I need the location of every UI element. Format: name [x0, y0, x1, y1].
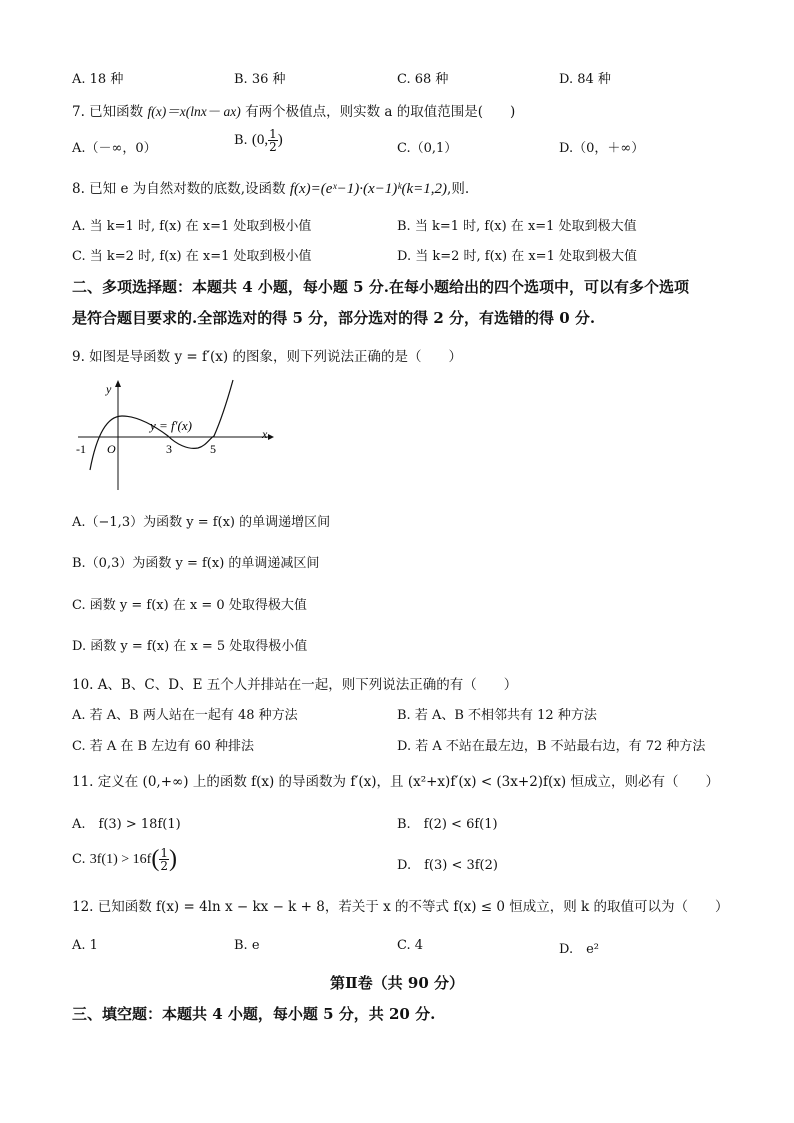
q7-option-b-open: (0, [251, 132, 269, 148]
q12-option-b: B. e [234, 938, 260, 953]
q6-option-a: A. 18 种 [72, 72, 124, 87]
y-axis-arrow [115, 380, 121, 387]
q12-option-c: C. 4 [397, 938, 424, 953]
q6-option-d: D. 84 种 [559, 72, 611, 87]
q9-option-d: D. 函数 y = f(x) 在 x = 5 处取得极小值 [72, 639, 308, 654]
q12-option-d: D. e² [559, 942, 599, 957]
q11-option-c-paren-open: ( [151, 846, 160, 872]
q10-option-a: A. 若 A、B 两人站在一起有 48 种方法 [72, 708, 298, 723]
q7-option-b [234, 128, 283, 153]
q11-option-c-num: 1 [160, 846, 168, 860]
tick-label-3: 3 [166, 442, 172, 456]
q8-option-b: B. 当 k=1 时, f(x) 在 x=1 处取到极大值 [397, 219, 637, 234]
q7-option-c: C.（0,1） [397, 141, 458, 156]
q11-option-c-paren-close: ) [168, 846, 177, 872]
q11-stem: 11. 定义在 (0,+∞) 上的函数 f(x) 的导函数为 f′(x)，且 (x²+x)f′(x) < (3x+2)f(x) 恒成立，则必有（ ） [72, 774, 719, 790]
q7-suffix: 有两个极值点，则实数 a 的取值范围是( ) [245, 104, 516, 120]
q8-stem [72, 177, 469, 198]
q6-option-c: C. 68 种 [397, 72, 449, 87]
q7-option-a: A.（－∞，0） [72, 141, 157, 156]
curve-label: y = f′(x) [150, 418, 192, 433]
q7-function: f(x)＝x(lnx－ ax) [147, 104, 241, 119]
q8-option-c: C. 当 k=2 时, f(x) 在 x=1 处取到极小值 [72, 249, 312, 264]
section2-line1: 二、多项选择题：本题共 4 小题，每小题 5 分.在每小题给出的四个选项中，可以有多个选项 [72, 278, 689, 296]
q8-suffix: ,则. [447, 181, 470, 197]
part2-title: 第Ⅱ卷（共 90 分） [330, 974, 464, 992]
q10-stem: 10. A、B、C、D、E 五个人并排站在一起，则下列说法正确的有（ ） [72, 677, 518, 693]
q8-option-a: A. 当 k=1 时, f(x) 在 x=1 处取到极小值 [72, 219, 312, 234]
q9-stem: 9. 如图是导函数 y = f′(x) 的图象，则下列说法正确的是（ ） [72, 349, 462, 365]
q7-option-b-fraction [268, 128, 278, 153]
y-axis-label: y [106, 382, 112, 396]
q7-option-b-close: ) [277, 132, 283, 148]
q8-function: f(x)=(eˣ−1)·(x−1)ᵏ(k=1,2) [289, 181, 448, 197]
q7-option-b-num: 1 [269, 127, 277, 141]
q11-option-a: A. f(3) > 18f(1) [72, 817, 181, 832]
q11-option-c [72, 846, 177, 873]
q7-option-d: D.（0，＋∞） [559, 141, 645, 156]
q12-option-a: A. 1 [72, 938, 98, 953]
q9-option-b: B.（0,3）为函数 y = f(x) 的单调递减区间 [72, 556, 320, 571]
q11-option-d: D. f(3) < 3f(2) [397, 858, 498, 873]
q7-option-b-label: B. [234, 133, 248, 148]
q9-option-a: A.（−1,3）为函数 y = f(x) 的单调递增区间 [72, 515, 331, 530]
q9-derivative-graph [70, 378, 280, 493]
q7-prefix: 7. 已知函数 [72, 104, 144, 120]
q10-option-c: C. 若 A 在 B 左边有 60 种排法 [72, 739, 255, 754]
q8-prefix: 8. 已知 e 为自然对数的底数,设函数 [72, 181, 286, 197]
q6-option-b: B. 36 种 [234, 72, 286, 87]
x-axis-arrow [268, 434, 274, 440]
q7-option-b-den: 2 [269, 140, 277, 154]
section2-line2: 是符合题目要求的.全部选对的得 5 分，部分选对的得 2 分，有选错的得 0 分. [72, 309, 596, 327]
q8-option-d: D. 当 k=2 时, f(x) 在 x=1 处取到极大值 [397, 249, 637, 264]
q11-option-c-fraction [159, 847, 169, 872]
tick-label-minus1: -1 [76, 442, 86, 456]
x-axis-label: x [262, 427, 268, 441]
q9-option-c: C. 函数 y = f(x) 在 x = 0 处取得极大值 [72, 598, 307, 613]
q11-option-c-label: C. [72, 852, 86, 867]
q11-option-c-expr: 3f(1) > 16f [89, 852, 152, 867]
q11-option-b: B. f(2) < 6f(1) [397, 817, 498, 832]
q10-option-b: B. 若 A、B 不相邻共有 12 种方法 [397, 708, 597, 723]
q7-stem [72, 100, 515, 120]
q12-stem: 12. 已知函数 f(x) = 4ln x − kx − k + 8，若关于 x 的不等式 f(x) ≤ 0 恒成立，则 k 的取值可以为（ ） [72, 899, 729, 915]
origin-label: O [107, 442, 116, 456]
q11-option-c-den: 2 [160, 859, 168, 873]
q10-option-d: D. 若 A 不站在最左边，B 不站最右边，有 72 种方法 [397, 739, 706, 754]
section3-header: 三、填空题：本题共 4 小题，每小题 5 分，共 20 分. [72, 1005, 436, 1023]
tick-label-5: 5 [210, 442, 216, 456]
